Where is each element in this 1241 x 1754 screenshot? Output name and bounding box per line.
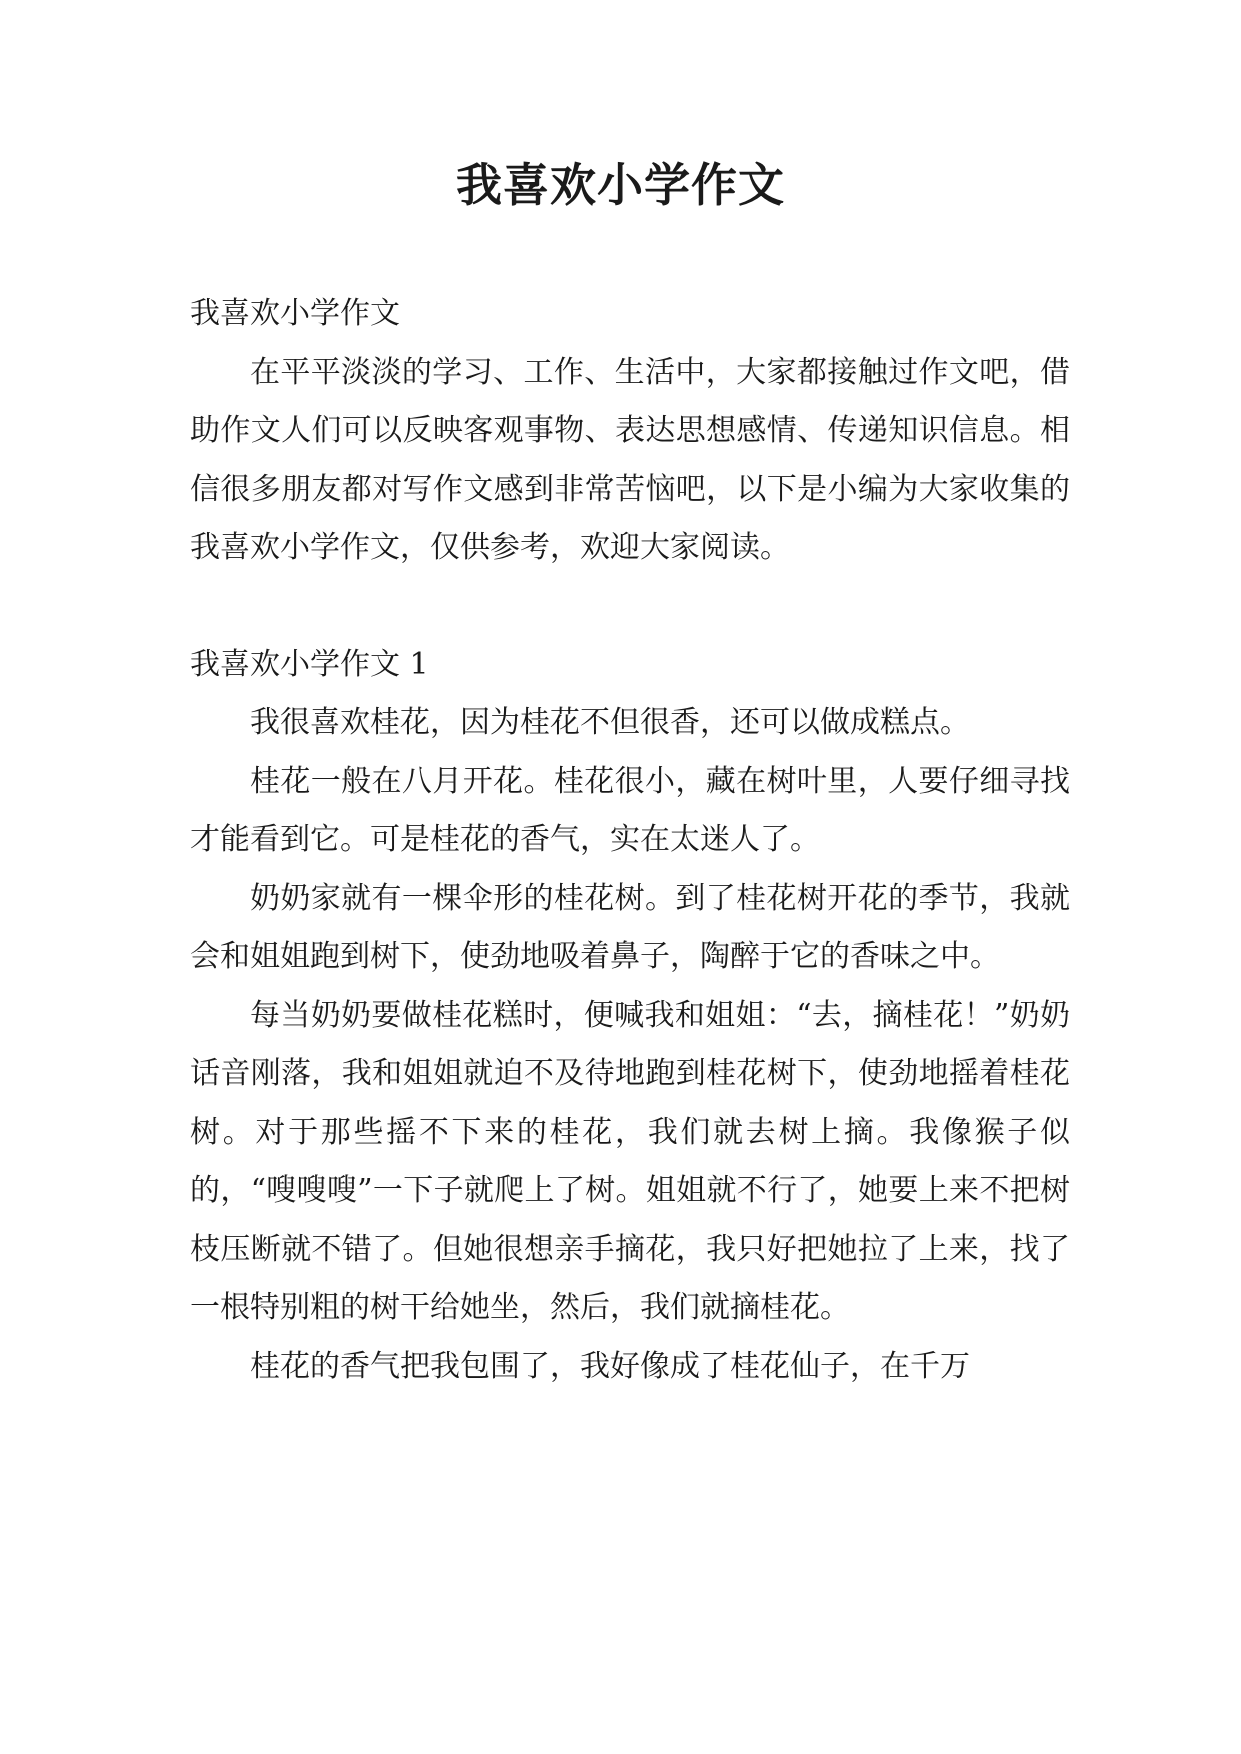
intro-paragraph: 在平平淡淡的学习、工作、生活中，大家都接触过作文吧，借助作文人们可以反映客观事物、表达思想感情、传递知识信息。相信很多朋友都对写作文感到非常苦恼吧，以下是小编为大家收集的我喜欢小学作文，仅供参考，欢迎大家阅读。 [190,354,1070,565]
section-heading: 我喜欢小学作文 1 [190,646,429,682]
body-paragraph: 我很喜欢桂花，因为桂花不但很香，还可以做成糕点。 [250,705,970,740]
subtitle: 我喜欢小学作文 [190,296,400,331]
body-paragraph: 桂花一般在八月开花。桂花很小，藏在树叶里，人要仔细寻找才能看到它。可是桂花的香气，实在太迷人了。 [190,763,1070,857]
page-title: 我喜欢小学作文 [456,158,785,212]
body-paragraph: 每当奶奶要做桂花糕时，便喊我和姐姐：“去，摘桂花！”奶奶话音刚落，我和姐姐就迫不及待地跑到桂花树下，使劲地摇着桂花树。对于那些摇不下来的桂花，我们就去树上摘。我像猴子似的，“嗖嗖嗖”一下子就爬上了树。姐姐就不行了，她要上来不把树枝压断就不错了。但她很想亲手摘花，我只好把她拉了上来，找了一根特别粗的树干给她坐，然后，我们就摘桂花。 [190,997,1070,1325]
document-body [190,285,1070,1396]
body-paragraph: 桂花的香气把我包围了，我好像成了桂花仙子，在千万 [250,1348,970,1384]
body-paragraph: 奶奶家就有一棵伞形的桂花树。到了桂花树开花的季节，我就会和姐姐跑到树下，使劲地吸着鼻子，陶醉于它的香味之中。 [190,880,1070,974]
